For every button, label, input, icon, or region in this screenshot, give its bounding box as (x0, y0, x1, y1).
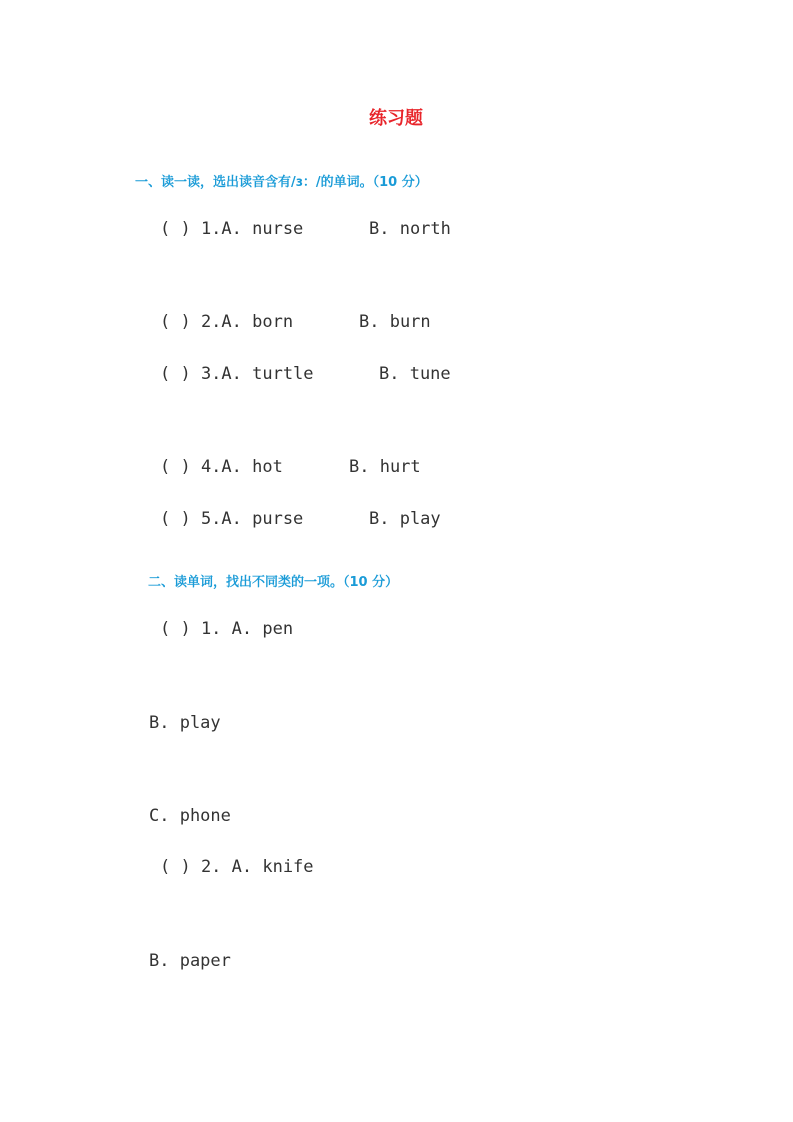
question-2-1-option-b: B. play (149, 713, 221, 733)
question-1-1: ( ) 1.A. nurse (160, 219, 304, 239)
question-1-5-option-b: B. play (369, 509, 441, 529)
question-2-1-option-c: C. phone (149, 806, 231, 826)
question-2-2-option-b: B. paper (149, 951, 231, 971)
question-1-4-option-b: B. hurt (349, 457, 421, 477)
question-2-1: ( ) 1. A. pen (160, 619, 294, 639)
question-1-1-option-b: B. north (369, 219, 451, 239)
question-1-2-option-b: B. burn (359, 312, 431, 332)
question-1-4: ( ) 4.A. hot (160, 457, 283, 477)
question-1-3-option-b: B. tune (379, 364, 451, 384)
question-1-2: ( ) 2.A. born (160, 312, 294, 332)
question-2-2: ( ) 2. A. knife (160, 857, 314, 877)
question-1-3: ( ) 3.A. turtle (160, 364, 314, 384)
page-title: 练习题 (369, 108, 423, 129)
section-1-heading: 一、读一读，选出读音含有/ɜ：/的单词。（10 分） (135, 175, 428, 190)
question-1-5: ( ) 5.A. purse (160, 509, 304, 529)
section-2-heading: 二、读单词，找出不同类的一项。（10 分） (148, 575, 399, 590)
